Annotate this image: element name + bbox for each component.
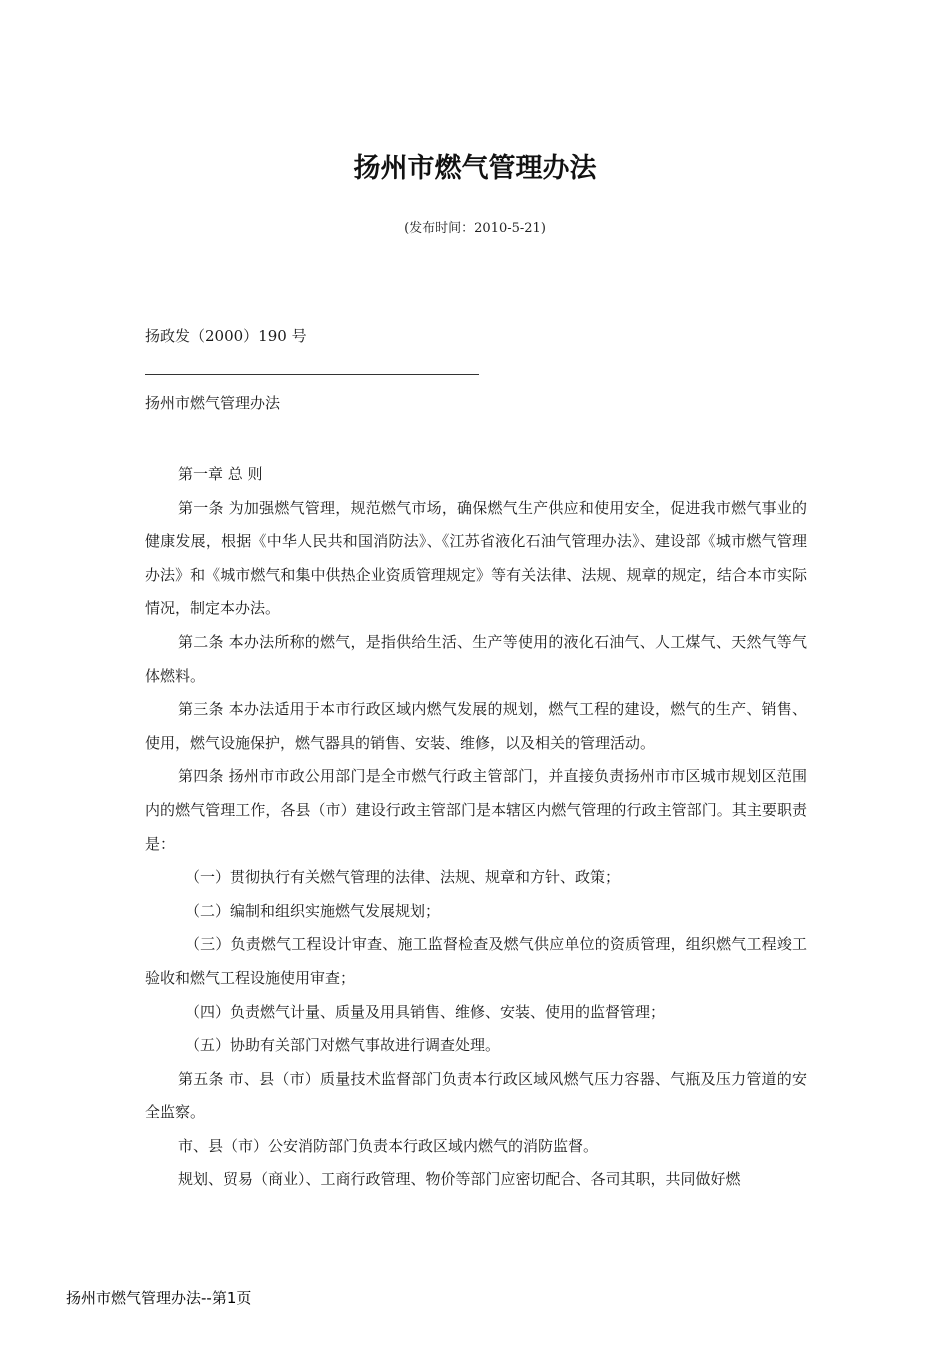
document-body bbox=[145, 458, 807, 1197]
article-5: 第五条 市、县（市）质量技术监督部门负责本行政区域风燃气压力容器、气瓶及压力管道的安全监察。 bbox=[145, 1069, 807, 1122]
divider-line bbox=[145, 374, 479, 375]
document-subtitle: 扬州市燃气管理办法 bbox=[145, 394, 281, 412]
article-3: 第三条 本办法适用于本市行政区域内燃气发展的规划，燃气工程的建设，燃气的生产、销售、使用，燃气设施保护，燃气器具的销售、安装、维修，以及相关的管理活动。 bbox=[145, 700, 807, 752]
page-footer: 扬州市燃气管理办法--第1页 bbox=[66, 1289, 252, 1307]
article-4-item-3: （三）负责燃气工程设计审查、施工监督检查及燃气供应单位的资质管理，组织燃气工程竣工验收和燃气工程设施使用审查； bbox=[145, 935, 807, 987]
chapter-heading: 第一章 总 则 bbox=[178, 465, 263, 483]
article-4-item-4: （四）负责燃气计量、质量及用具销售、维修、安装、使用的监督管理； bbox=[185, 1002, 666, 1021]
article-2: 第二条 本办法所称的燃气，是指供给生活、生产等使用的液化石油气、人工煤气、天然气等气体燃料。 bbox=[145, 632, 807, 685]
article-4: 第四条 扬州市市政公用部门是全市燃气行政主管部门，并直接负责扬州市市区城市规划区范围内的燃气管理工作，各县（市）建设行政主管部门是本辖区内燃气管理的行政主管部门。其主要职责是： bbox=[145, 767, 807, 853]
article-4-item-1: （一）贯彻执行有关燃气管理的法律、法规、规章和方针、政策； bbox=[185, 868, 621, 887]
article-5-paragraph-2: 市、县（市）公安消防部门负责本行政区域内燃气的消防监督。 bbox=[178, 1136, 599, 1155]
article-4-item-5: （五）协助有关部门对燃气事故进行调查处理。 bbox=[185, 1036, 501, 1055]
publish-date: (发布时间：2010-5-21) bbox=[404, 221, 546, 236]
article-5-paragraph-3: 规划、贸易（商业）、工商行政管理、物价等部门应密切配合、各司其职，共同做好燃 bbox=[178, 1170, 741, 1189]
document-number: 扬政发（2000）190 号 bbox=[145, 327, 307, 345]
article-1: 第一条 为加强燃气管理，规范燃气市场，确保燃气生产供应和使用安全，促进我市燃气事业的健康发展，根据《中华人民共和国消防法》、《江苏省液化石油气管理办法》、建设部《城市燃气管理办法》和《城市燃气和集中供热企业资质管理规定》等有关法律、法规、规章的规定，结合本市实际情况，制定本办法。 bbox=[145, 498, 807, 618]
document-title: 扬州市燃气管理办法 bbox=[353, 153, 597, 184]
article-4-item-2: （二）编制和组织实施燃气发展规划； bbox=[185, 901, 441, 920]
